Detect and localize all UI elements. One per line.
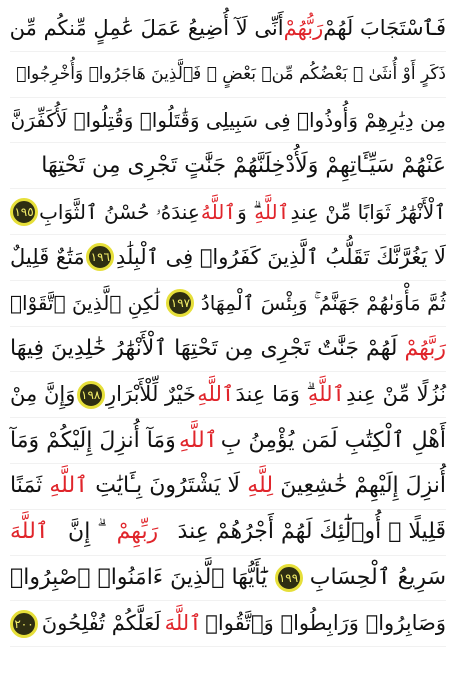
divine-name-text: لِلَّهِ xyxy=(247,473,274,499)
divine-name-text: ٱللَّهَ xyxy=(10,519,49,545)
verse-text: لَا يَشْتَرُونَ بِـَٔايَٰتِ xyxy=(95,473,241,499)
verse-text: لَعَلَّكُمْ تُفْلِحُونَ xyxy=(41,611,161,636)
divine-name-text: رَبُّهُمْ xyxy=(283,15,324,40)
verse-text: ثُمَّ مَأْوَىٰهُمْ جَهَنَّمُ ۚ وَبِئْسَ ٱلْمِهَادُ xyxy=(200,291,446,316)
verse-text: وَإِنَّ مِنْ xyxy=(10,382,76,407)
divine-name-text: ٱللَّهِ xyxy=(197,382,235,407)
verse-text: نُزُلًا مِّنْ عِندِ xyxy=(346,382,446,407)
verse-line-3 xyxy=(10,98,446,144)
verse-line-9 xyxy=(10,372,446,418)
verse-text: ذَكَرٍ أَوْ أُنثَىٰ ۖ بَعْضُكُم مِّنۢ بَعْضٍ ۖ فَٱلَّذِينَ هَاجَرُوا۟ وَأُخْرِجُوا۟ xyxy=(16,63,446,84)
verse-text: لَهُمْ جَنَّٰتٌ تَجْرِى مِن تَحْتِهَا ٱلْأَنْهَٰرُ خَٰلِدِينَ فِيهَا xyxy=(10,335,398,361)
verse-text: قَلِيلًا ۗ أُو۟لَٰٓئِكَ لَهُمْ أَجْرُهُمْ عِندَ xyxy=(177,519,446,545)
verse-line-10 xyxy=(10,418,446,464)
verse-line-1 xyxy=(10,6,446,52)
divine-name-text: ٱللَّهِ xyxy=(254,199,290,224)
verse-text: ۗ وَ xyxy=(237,199,254,224)
verse-text: ثَمَنًا xyxy=(10,473,43,499)
verse-text: عَنْهُمْ سَيِّـَٔاتِهِمْ وَلَأُدْخِلَنَّهُمْ جَنَّٰتٍ تَجْرِى مِن تَحْتِهَا xyxy=(41,152,446,178)
verse-text: ۗ وَمَا عِندَ xyxy=(235,382,307,407)
divine-name-text: ٱللَّهِ xyxy=(49,473,89,499)
verse-text: عِندَهُۥ حُسْنُ ٱلثَّوَابِ xyxy=(39,199,200,224)
verse-line-4 xyxy=(10,143,446,189)
verse-text: فَٱسْتَجَابَ لَهُمْ xyxy=(323,15,446,40)
verse-end-marker-icon: ١٩٩ xyxy=(275,564,303,592)
verse-text: وَصَابِرُوا۟ وَرَابِطُوا۟ وَٱتَّقُوا۟ xyxy=(205,611,446,636)
verse-text: خَيْرٌ لِّلْأَبْرَارِ xyxy=(106,382,196,407)
verse-line-13 xyxy=(10,556,446,602)
verse-text: ۗ إِنَّ xyxy=(68,519,98,545)
verse-end-marker-icon: ١٩٨ xyxy=(77,381,105,409)
verse-line-12 xyxy=(10,510,446,556)
divine-name-text: ٱللَّهَ xyxy=(164,611,202,636)
verse-end-marker-icon: ١٩٧ xyxy=(166,289,194,317)
verse-line-2 xyxy=(10,52,446,98)
verse-end-marker-icon: ٢٠٠ xyxy=(10,610,38,638)
divine-name-text: ٱللَّهِ xyxy=(307,382,345,407)
verse-text: أَهْلِ ٱلْكِتَٰبِ لَمَن يُؤْمِنُ بِ xyxy=(220,427,446,453)
verse-text: ٱلْأَنْهَٰرُ ثَوَابًا مِّنْ عِندِ xyxy=(290,199,446,224)
divine-name-text: ٱللَّهُ xyxy=(200,199,236,224)
verse-line-5 xyxy=(10,189,446,235)
divine-name-text: ٱللَّهِ xyxy=(178,427,218,453)
verse-text: لَٰكِنِ ٱلَّذِينَ ٱتَّقَوْا۟ xyxy=(10,291,161,316)
verse-end-marker-icon: ١٩٦ xyxy=(86,243,114,271)
divine-name-text: رَبَّهُمْ xyxy=(404,335,446,361)
verse-text: سَرِيعُ ٱلْحِسَابِ xyxy=(309,564,446,590)
verse-text: أُنزِلَ إِلَيْهِمْ خَٰشِعِينَ xyxy=(280,473,446,499)
verse-text: مِن دِيَٰرِهِمْ وَأُوذُوا۟ فِى سَبِيلِى وَقَٰتَلُوا۟ وَقُتِلُوا۟ لَأُكَفِّرَنَّ xyxy=(10,107,446,132)
verse-text: أَنِّى لَآ أُضِيعُ عَمَلَ عَٰمِلٍ مِّنكُم مِّن xyxy=(9,15,284,40)
verse-text: لَا يَغُرَّنَّكَ تَقَلُّبُ ٱلَّذِينَ كَفَرُوا۟ فِى ٱلْبِلَٰدِ xyxy=(115,244,446,269)
verse-line-14 xyxy=(10,601,446,647)
divine-name-text: رَبِّهِمْ xyxy=(116,519,159,545)
verse-text: يَٰٓأَيُّهَا ٱلَّذِينَ ءَامَنُوا۟ ٱصْبِرُوا۟ xyxy=(10,564,268,590)
verse-text: وَمَآ أُنزِلَ إِلَيْكُمْ وَمَآ xyxy=(10,427,176,453)
verse-line-8 xyxy=(10,327,446,373)
verse-text: مَتَٰعٌ قَلِيلٌ xyxy=(10,244,85,269)
verse-line-11 xyxy=(10,464,446,510)
verse-end-marker-icon: ١٩٥ xyxy=(10,198,38,226)
verse-line-6 xyxy=(10,235,446,281)
verse-line-7 xyxy=(10,281,446,327)
